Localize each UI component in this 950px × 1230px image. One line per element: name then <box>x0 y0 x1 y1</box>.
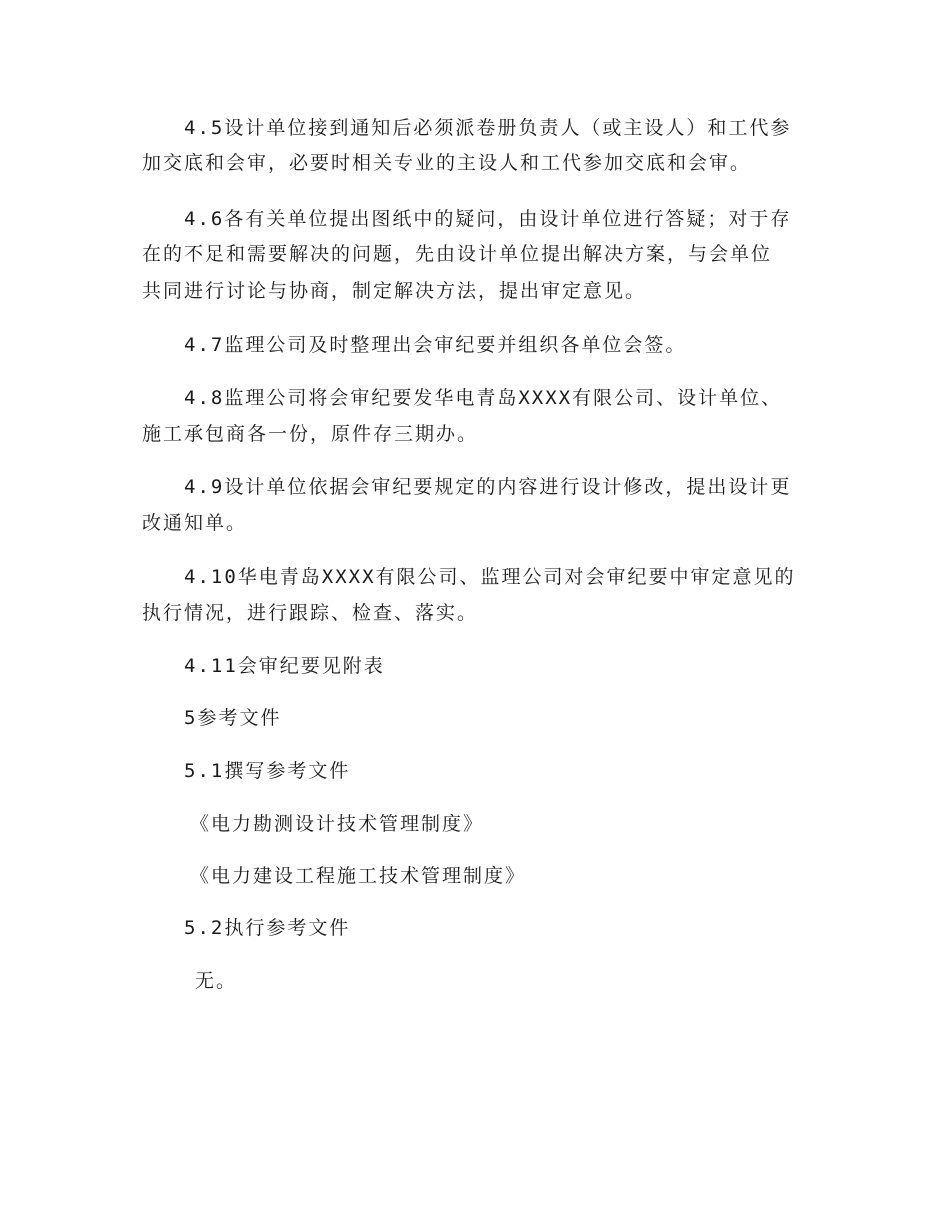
section-5-1-heading: 5.1撰写参考文件 <box>184 760 351 782</box>
paragraph-4-9-line-2: 改通知单。 <box>142 512 248 534</box>
paragraph-4-6-line-1: 4.6各有关单位提出图纸中的疑问，由设计单位进行答疑；对于存 <box>184 208 792 230</box>
paragraph-4-6-line-3: 共同进行讨论与协商，制定解决方法，提出审定意见。 <box>142 280 647 302</box>
reference-1: 《电力勘测设计技术管理制度》 <box>190 813 485 835</box>
paragraph-4-9-line-1: 4.9设计单位依据会审纪要规定的内容进行设计修改，提出设计更 <box>184 476 792 498</box>
section-5-2-content: 无。 <box>195 970 238 992</box>
paragraph-4-11-line-1: 4.11会审纪要见附表 <box>184 655 385 677</box>
paragraph-4-10-line-2: 执行情况，进行跟踪、检查、落实。 <box>142 602 479 624</box>
paragraph-4-10-line-1: 4.10华电青岛XXXX有限公司、监理公司对会审纪要中审定意见的 <box>184 566 796 588</box>
section-5-2-heading: 5.2执行参考文件 <box>184 917 351 939</box>
section-5-heading: 5参考文件 <box>184 707 282 729</box>
paragraph-4-7-line-1: 4.7监理公司及时整理出会审纪要并组织各单位会签。 <box>184 334 687 356</box>
paragraph-4-6-line-2: 在的不足和需要解决的问题，先由设计单位提出解决方案，与会单位 <box>142 243 773 265</box>
paragraph-4-5-line-1: 4.5设计单位接到通知后必须派卷册负责人（或主设人）和工代参 <box>184 117 792 139</box>
paragraph-4-5-line-2: 加交底和会审，必要时相关专业的主设人和工代参加交底和会审。 <box>142 152 752 174</box>
reference-2: 《电力建设工程施工技术管理制度》 <box>190 865 527 887</box>
paragraph-4-8-line-2: 施工承包商各一份，原件存三期办。 <box>142 423 479 445</box>
paragraph-4-8-line-1: 4.8监理公司将会审纪要发华电青岛XXXX有限公司、设计单位、 <box>184 387 783 409</box>
